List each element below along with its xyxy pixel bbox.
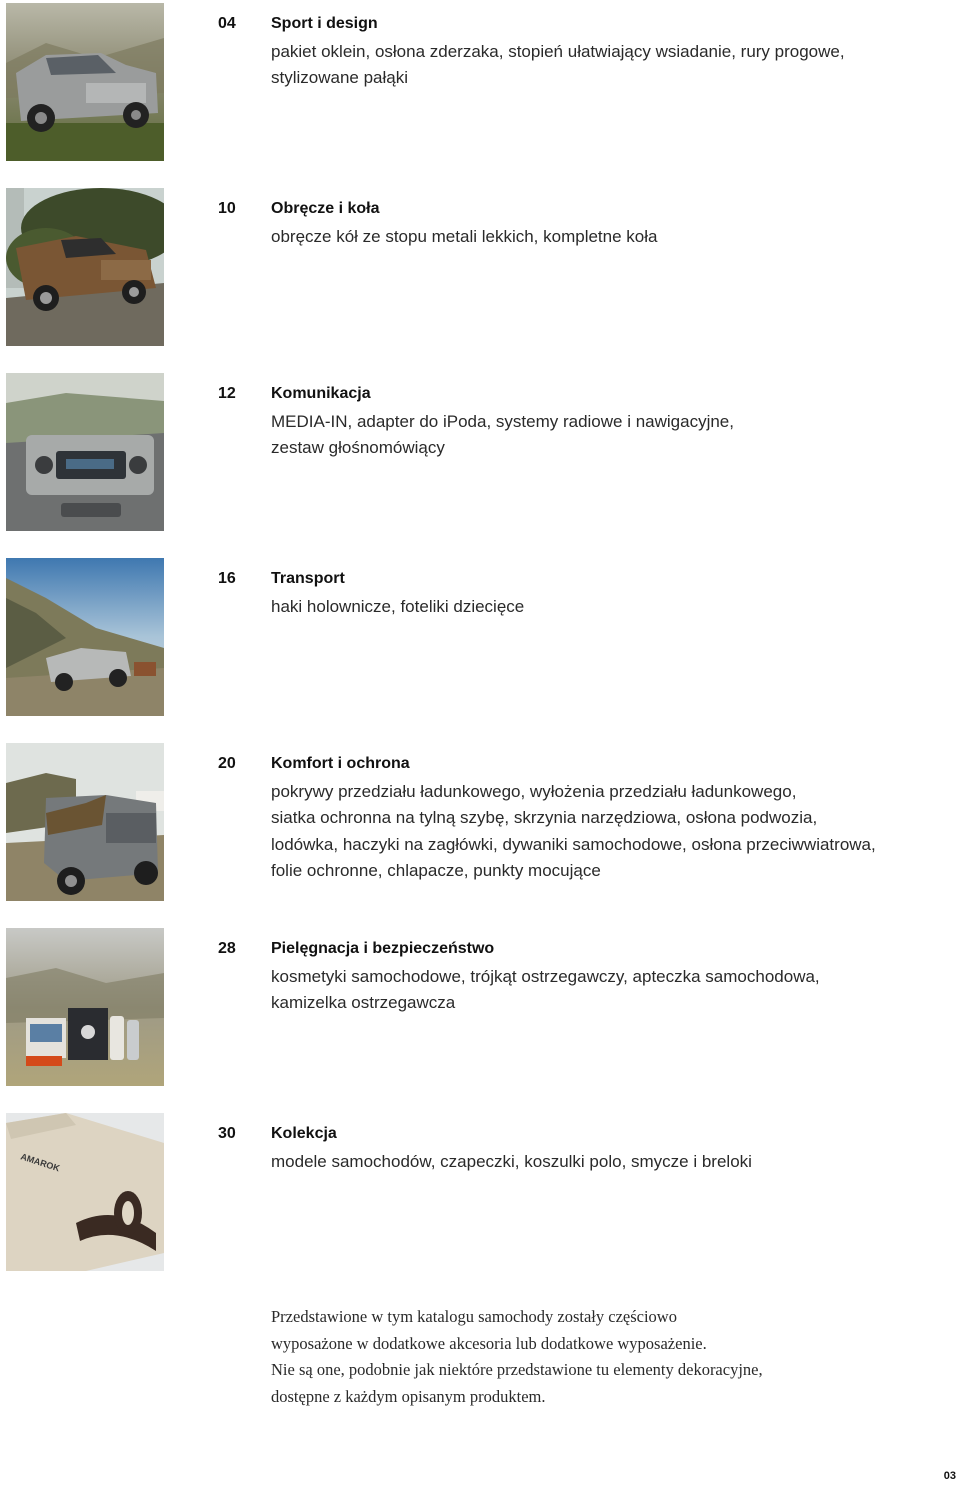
description-line: pakiet oklein, osłona zderzaka, stopień ułatwiający wsiadanie, rury progowe, — [271, 42, 845, 61]
catalog-entry-care-safety — [0, 928, 960, 1088]
description-line: haki holownicze, foteliki dziecięce — [271, 597, 525, 616]
amarok-polo-shirt-photo — [6, 1113, 164, 1271]
silver-pickup-offroad-photo — [6, 3, 164, 161]
disclaimer-line: Przedstawione w tym katalogu samochody zostały częściowo — [271, 1307, 677, 1326]
description-line: siatka ochronna na tylną szybę, skrzynia narzędziowa, osłona podwozia, — [271, 808, 818, 828]
entry-title: Komfort i ochrona — [271, 755, 410, 772]
catalog-entry-comfort-protection — [0, 743, 960, 903]
description-line: kosmetyki samochodowe, trójkąt ostrzegawczy, apteczka samochodowa, — [271, 967, 820, 986]
description-line: zestaw głośnomówiący — [271, 438, 445, 458]
description-line: lodówka, haczyki na zagłówki, dywaniki samochodowe, osłona przeciwwiatrowa, — [271, 834, 876, 854]
catalog-entry-sport-design — [0, 3, 960, 163]
bronze-pickup-city-photo — [6, 188, 164, 346]
entry-page-number: 16 — [218, 570, 236, 587]
catalog-entry-wheels — [0, 188, 960, 348]
catalog-entry-transport — [0, 558, 960, 718]
page-number: 03 — [943, 1470, 956, 1482]
entry-title: Obręcze i koła — [271, 200, 380, 217]
entry-description — [271, 39, 951, 92]
entry-description — [271, 779, 951, 885]
pickup-towing-hillside-photo — [6, 558, 164, 716]
entry-page-number: 20 — [218, 755, 236, 772]
entry-description — [271, 964, 951, 1017]
catalog-disclaimer — [271, 1304, 911, 1410]
disclaimer-line: wyposażone w dodatkowe akcesoria lub dodatkowe wyposażenie. — [271, 1333, 707, 1353]
entry-title: Komunikacja — [271, 385, 371, 402]
shirt-print-text: AMAROK — [19, 1151, 61, 1174]
entry-description — [271, 409, 951, 462]
entry-page-number: 28 — [218, 940, 236, 957]
description-line: kamizelka ostrzegawcza — [271, 993, 456, 1013]
entry-page-number: 10 — [218, 200, 236, 217]
catalog-entry-communication — [0, 373, 960, 533]
description-line: pokrywy przedziału ładunkowego, wyłożenia przedziału ładunkowego, — [271, 782, 797, 801]
disclaimer-line: Nie są one, podobnie jak niektóre przedstawione tu elementy dekoracyjne, — [271, 1360, 763, 1379]
dashboard-radio-photo — [6, 373, 164, 531]
catalog-entry-collection — [0, 1113, 960, 1273]
description-line: obręcze kół ze stopu metali lekkich, kompletne koła — [271, 227, 658, 246]
entry-title: Sport i design — [271, 15, 378, 32]
entry-description — [271, 1149, 951, 1175]
entry-page-number: 04 — [218, 15, 236, 32]
entry-description — [271, 224, 951, 250]
entry-title: Kolekcja — [271, 1125, 337, 1142]
description-line: folie ochronne, chlapacze, punkty mocujące — [271, 861, 601, 881]
description-line: MEDIA-IN, adapter do iPoda, systemy radiowe i nawigacyjne, — [271, 412, 734, 431]
description-line: stylizowane pałąki — [271, 68, 409, 88]
entry-page-number: 12 — [218, 385, 236, 402]
entry-description — [271, 594, 951, 620]
grey-pickup-farm-photo — [6, 743, 164, 901]
entry-title: Pielęgnacja i bezpieczeństwo — [271, 940, 495, 957]
entry-title: Transport — [271, 570, 345, 587]
care-products-landscape-photo — [6, 928, 164, 1086]
entry-page-number: 30 — [218, 1125, 236, 1142]
disclaimer-line: dostępne z każdym opisanym produktem. — [271, 1386, 546, 1406]
description-line: modele samochodów, czapeczki, koszulki polo, smycze i breloki — [271, 1152, 752, 1171]
